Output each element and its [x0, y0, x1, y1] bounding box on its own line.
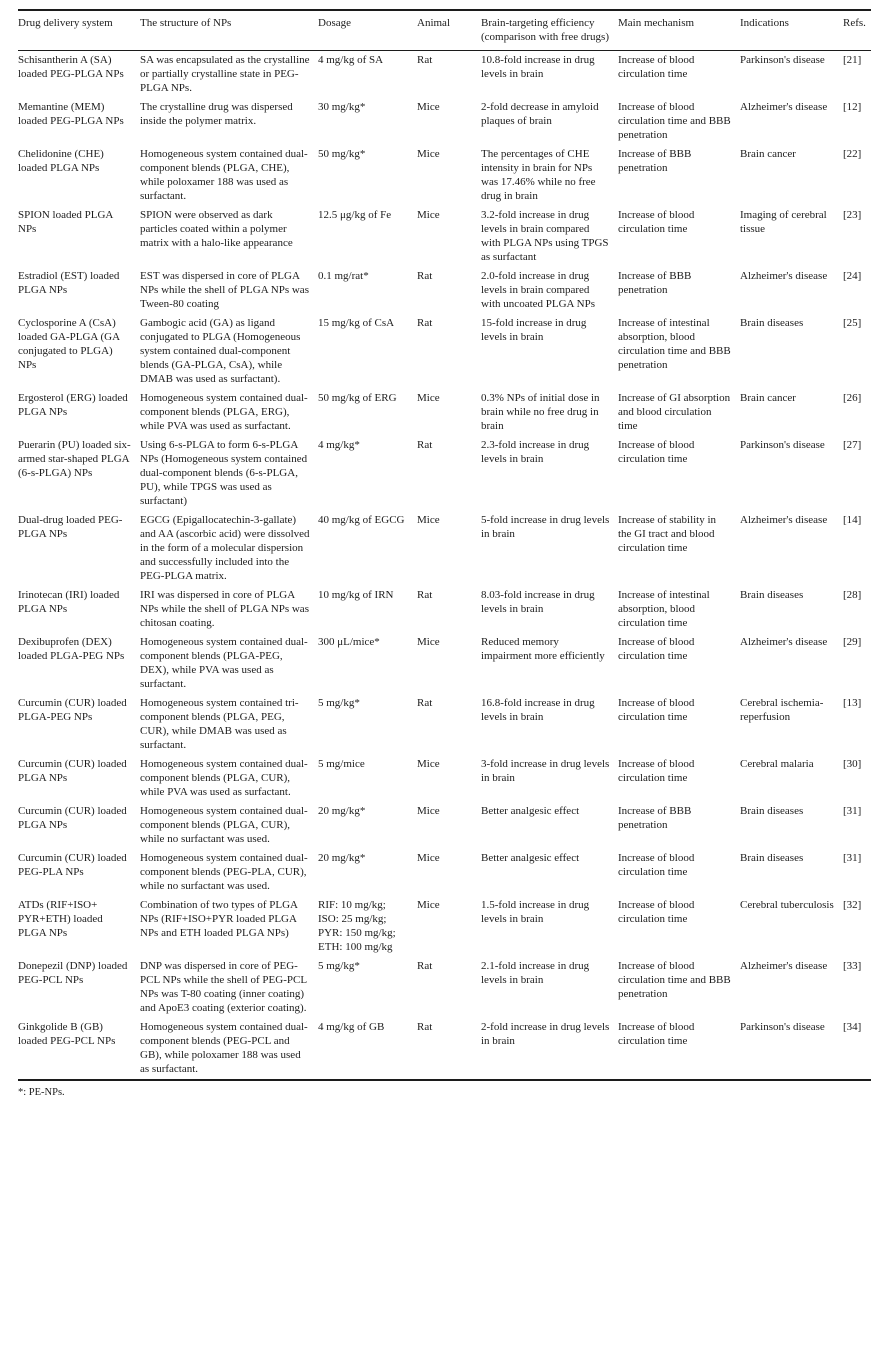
dosage-cell: 50 mg/kg of ERG [318, 392, 397, 404]
table-header-row [18, 10, 871, 51]
mechanism-cell: Increase of blood circulation time [618, 439, 695, 465]
drug-delivery-system-cell: Ergosterol (ERG) loaded PLGA NPs [18, 392, 128, 418]
table-row [18, 694, 871, 755]
indications-cell: Alzheimer's disease [740, 636, 828, 648]
efficiency-cell: 16.8-fold increase in drug levels in brain [481, 697, 595, 723]
efficiency-cell: 2-fold increase in drug levels in brain [481, 1021, 610, 1047]
efficiency-cell: 2.1-fold increase in drug levels in brain [481, 960, 590, 986]
dosage-cell: 40 mg/kg of EGCG [318, 514, 405, 526]
structure-cell: DNP was dispersed in core of PEG-PCL NPs while the shell of PEG-PCL NPs was T-80 coating (inner coating) and ApoE3 coating (exterior coating). [140, 960, 307, 1014]
mechanism-cell: Increase of blood circulation time and BBB penetration [618, 960, 731, 1000]
structure-cell: Combination of two types of PLGA NPs (RIF+ISO+PYR loaded PLGA NPs and ETH loaded PLGA NPs) [140, 899, 298, 939]
table-row [18, 98, 871, 145]
column-header-indications: Indications [740, 10, 843, 51]
table-row [18, 145, 871, 206]
indications-cell: Parkinson's disease [740, 439, 825, 451]
column-header-animal: Animal [417, 10, 481, 51]
structure-cell: Using 6-s-PLGA to form 6-s-PLGA NPs (Homogeneous system contained dual-component blends (6-s-PLGA, PU), while TPGS was used as surfactant) [140, 439, 308, 507]
drug-delivery-system-cell: Estradiol (EST) loaded PLGA NPs [18, 270, 120, 296]
efficiency-cell: 15-fold increase in drug levels in brain [481, 317, 587, 343]
animal-cell: Rat [417, 1021, 433, 1033]
mechanism-cell: Increase of BBB penetration [618, 270, 692, 296]
refs-cell: [13] [843, 697, 862, 709]
drug-delivery-system-cell: Puerarin (PU) loaded six-armed star-shaped PLGA (6-s-PLGA) NPs [18, 439, 131, 479]
table-row [18, 849, 871, 896]
animal-cell: Mice [417, 148, 440, 160]
table-row [18, 436, 871, 511]
animal-cell: Rat [417, 697, 433, 709]
table-row [18, 314, 871, 389]
mechanism-cell: Increase of blood circulation time [618, 852, 695, 878]
animal-cell: Mice [417, 758, 440, 770]
mechanism-cell: Increase of blood circulation time [618, 697, 695, 723]
indications-cell: Brain diseases [740, 852, 804, 864]
animal-cell: Rat [417, 589, 433, 601]
indications-cell: Alzheimer's disease [740, 270, 828, 282]
refs-cell: [32] [843, 899, 862, 911]
indications-cell: Parkinson's disease [740, 54, 825, 66]
indications-cell: Cerebral malaria [740, 758, 814, 770]
drug-delivery-system-cell: Curcumin (CUR) loaded PLGA NPs [18, 805, 127, 831]
indications-cell: Imaging of cerebral tissue [740, 209, 827, 235]
efficiency-cell: 10.8-fold increase in drug levels in brain [481, 54, 595, 80]
efficiency-cell: 8.03-fold increase in drug levels in brain [481, 589, 595, 615]
refs-cell: [29] [843, 636, 862, 648]
table-row [18, 957, 871, 1018]
mechanism-cell: Increase of intestinal absorption, blood circulation time [618, 589, 710, 629]
refs-cell: [28] [843, 589, 862, 601]
drug-delivery-system-cell: Donepezil (DNP) loaded PEG-PCL NPs [18, 960, 128, 986]
table-row [18, 389, 871, 436]
drug-delivery-system-cell: Irinotecan (IRI) loaded PLGA NPs [18, 589, 120, 615]
refs-cell: [23] [843, 209, 862, 221]
structure-cell: Gambogic acid (GA) as ligand conjugated to PLGA (Homogeneous system contained dual-component blends (GA-PLGA, CsA), while DMAB was used as surfactant). [140, 317, 301, 385]
drug-delivery-system-cell: Cyclosporine A (CsA) loaded GA-PLGA (GA conjugated to PLGA) NPs [18, 317, 120, 371]
efficiency-cell: 3.2-fold increase in drug levels in brain compared with PLGA NPs using TPGS as surfactant [481, 209, 609, 263]
indications-cell: Cerebral tuberculosis [740, 899, 834, 911]
structure-cell: Homogeneous system contained dual-component blends (PLGA-PEG, DEX), while PVA was used as surfactant. [140, 636, 308, 690]
structure-cell: The crystalline drug was dispersed inside the polymer matrix. [140, 101, 293, 127]
indications-cell: Parkinson's disease [740, 1021, 825, 1033]
dosage-cell: 300 μL/mice* [318, 636, 380, 648]
mechanism-cell: Increase of BBB penetration [618, 805, 692, 831]
drug-delivery-system-cell: ATDs (RIF+ISO+ PYR+ETH) loaded PLGA NPs [18, 899, 103, 939]
table-footnote: *: PE-NPs. [18, 1087, 65, 1098]
dosage-cell: 15 mg/kg of CsA [318, 317, 395, 329]
animal-cell: Mice [417, 392, 440, 404]
animal-cell: Mice [417, 636, 440, 648]
indications-cell: Alzheimer's disease [740, 514, 828, 526]
table-row [18, 633, 871, 694]
indications-cell: Brain diseases [740, 589, 804, 601]
mechanism-cell: Increase of blood circulation time [618, 209, 695, 235]
drug-delivery-system-cell: Curcumin (CUR) loaded PLGA NPs [18, 758, 127, 784]
refs-cell: [25] [843, 317, 862, 329]
table-row [18, 755, 871, 802]
drug-delivery-system-cell: Dexibuprofen (DEX) loaded PLGA-PEG NPs [18, 636, 125, 662]
indications-cell: Cerebral ischemia-reperfusion [740, 697, 824, 723]
refs-cell: [30] [843, 758, 862, 770]
efficiency-cell: The percentages of CHE intensity in brain for NPs was 17.46% while no free drug in brain [481, 148, 596, 202]
drug-delivery-system-cell: Curcumin (CUR) loaded PEG-PLA NPs [18, 852, 127, 878]
dosage-cell: 0.1 mg/rat* [318, 270, 369, 282]
refs-cell: [31] [843, 805, 862, 817]
indications-cell: Brain diseases [740, 317, 804, 329]
indications-cell: Brain diseases [740, 805, 804, 817]
efficiency-cell: 2.0-fold increase in drug levels in brain compared with uncoated PLGA NPs [481, 270, 595, 310]
drug-delivery-system-cell: SPION loaded PLGA NPs [18, 209, 113, 235]
refs-cell: [24] [843, 270, 862, 282]
structure-cell: Homogeneous system contained dual-component blends (PLGA, ERG), while PVA was used as surfactant. [140, 392, 308, 432]
structure-cell: SPION were observed as dark particles coated within a polymer matrix with a halo-like appearance [140, 209, 293, 249]
animal-cell: Mice [417, 852, 440, 864]
dosage-cell: RIF: 10 mg/kg; ISO: 25 mg/kg; PYR: 150 mg/kg; ETH: 100 mg/kg [318, 899, 396, 953]
animal-cell: Mice [417, 101, 440, 113]
efficiency-cell: Better analgesic effect [481, 805, 580, 817]
refs-cell: [27] [843, 439, 862, 451]
dosage-cell: 10 mg/kg of IRN [318, 589, 394, 601]
structure-cell: Homogeneous system contained dual-component blends (PEG-PCL and GB), while poloxamer 188 was used as surfactant. [140, 1021, 308, 1075]
dosage-cell: 12.5 μg/kg of Fe [318, 209, 392, 221]
table-row [18, 896, 871, 957]
refs-cell: [33] [843, 960, 862, 972]
animal-cell: Rat [417, 439, 433, 451]
drug-delivery-system-cell: Curcumin (CUR) loaded PLGA-PEG NPs [18, 697, 127, 723]
drug-delivery-system-cell: Schisantherin A (SA) loaded PEG-PLGA NPs [18, 54, 124, 80]
efficiency-cell: 1.5-fold increase in drug levels in brain [481, 899, 590, 925]
efficiency-cell: 2.3-fold increase in drug levels in brain [481, 439, 590, 465]
animal-cell: Mice [417, 805, 440, 817]
dosage-cell: 4 mg/kg of SA [318, 54, 384, 66]
mechanism-cell: Increase of blood circulation time [618, 758, 695, 784]
animal-cell: Rat [417, 960, 433, 972]
refs-cell: [21] [843, 54, 862, 66]
indications-cell: Brain cancer [740, 148, 796, 160]
table-row [18, 267, 871, 314]
mechanism-cell: Increase of intestinal absorption, blood circulation time and BBB penetration [618, 317, 731, 371]
mechanism-cell: Increase of blood circulation time [618, 636, 695, 662]
structure-cell: IRI was dispersed in core of PLGA NPs while the shell of PLGA NPs was chitosan coating. [140, 589, 309, 629]
mechanism-cell: Increase of blood circulation time and BBB penetration [618, 101, 731, 141]
structure-cell: Homogeneous system contained dual-component blends (PEG-PLA, CUR), while no surfactant was used. [140, 852, 308, 892]
animal-cell: Rat [417, 317, 433, 329]
drug-delivery-system-cell: Chelidonine (CHE) loaded PLGA NPs [18, 148, 104, 174]
animal-cell: Mice [417, 209, 440, 221]
drug-delivery-system-cell: Dual-drug loaded PEG-PLGA NPs [18, 514, 123, 540]
animal-cell: Rat [417, 270, 433, 282]
mechanism-cell: Increase of blood circulation time [618, 1021, 695, 1047]
animal-cell: Mice [417, 514, 440, 526]
efficiency-cell: 3-fold increase in drug levels in brain [481, 758, 610, 784]
animal-cell: Rat [417, 54, 433, 66]
column-header-efficiency: Brain-targeting efficiency (comparison with free drugs) [481, 10, 618, 51]
refs-cell: [34] [843, 1021, 862, 1033]
structure-cell: EGCG (Epigallocatechin-3-gallate) and AA (ascorbic acid) were dissolved in the form of a molecular dispersion and successfully included into the PEG-PLGA matrix. [140, 514, 310, 582]
refs-cell: [14] [843, 514, 862, 526]
table-row [18, 802, 871, 849]
animal-cell: Mice [417, 899, 440, 911]
dosage-cell: 5 mg/kg* [318, 960, 360, 972]
dosage-cell: 30 mg/kg* [318, 101, 366, 113]
efficiency-cell: Reduced memory impairment more efficiently [481, 636, 605, 662]
drug-delivery-system-cell: Ginkgolide B (GB) loaded PEG-PCL NPs [18, 1021, 116, 1047]
structure-cell: Homogeneous system contained dual-component blends (PLGA, CUR), while no surfactant was used. [140, 805, 308, 845]
efficiency-cell: 0.3% NPs of initial dose in brain while no free drug in brain [481, 392, 600, 432]
refs-cell: [31] [843, 852, 862, 864]
refs-cell: [26] [843, 392, 862, 404]
indications-cell: Brain cancer [740, 392, 796, 404]
structure-cell: Homogeneous system contained dual-component blends (PLGA, CHE), while poloxamer 188 was used as surfactant. [140, 148, 308, 202]
efficiency-cell: Better analgesic effect [481, 852, 580, 864]
dosage-cell: 5 mg/mice [318, 758, 365, 770]
mechanism-cell: Increase of blood circulation time [618, 54, 695, 80]
mechanism-cell: Increase of blood circulation time [618, 899, 695, 925]
dosage-cell: 20 mg/kg* [318, 805, 366, 817]
efficiency-cell: 2-fold decrease in amyloid plaques of brain [481, 101, 599, 127]
column-header-refs: Refs. [843, 10, 871, 51]
mechanism-cell: Increase of GI absorption and blood circulation time [618, 392, 731, 432]
table-row [18, 511, 871, 586]
dosage-cell: 4 mg/kg of GB [318, 1021, 385, 1033]
table-row [18, 1018, 871, 1080]
efficiency-cell: 5-fold increase in drug levels in brain [481, 514, 610, 540]
structure-cell: SA was encapsulated as the crystalline or partially crystalline state in PEG-PLGA NPs. [140, 54, 310, 94]
structure-cell: Homogeneous system contained dual-component blends (PLGA, CUR), while PVA was used as surfactant. [140, 758, 308, 798]
table-row [18, 206, 871, 267]
indications-cell: Alzheimer's disease [740, 960, 828, 972]
drug-delivery-nps-table [18, 9, 871, 1081]
column-header-structure: The structure of NPs [140, 10, 318, 51]
mechanism-cell: Increase of BBB penetration [618, 148, 692, 174]
dosage-cell: 4 mg/kg* [318, 439, 360, 451]
table-row [18, 51, 871, 99]
mechanism-cell: Increase of stability in the GI tract and blood circulation time [618, 514, 717, 554]
column-header-dosage: Dosage [318, 10, 417, 51]
structure-cell: Homogeneous system contained tri-component blends (PLGA, PEG, CUR), while DMAB was used as surfactant. [140, 697, 299, 751]
table-row [18, 586, 871, 633]
dosage-cell: 5 mg/kg* [318, 697, 360, 709]
refs-cell: [22] [843, 148, 862, 160]
dosage-cell: 20 mg/kg* [318, 852, 366, 864]
dosage-cell: 50 mg/kg* [318, 148, 366, 160]
refs-cell: [12] [843, 101, 862, 113]
indications-cell: Alzheimer's disease [740, 101, 828, 113]
drug-delivery-system-cell: Memantine (MEM) loaded PEG-PLGA NPs [18, 101, 124, 127]
structure-cell: EST was dispersed in core of PLGA NPs while the shell of PLGA NPs was Tween-80 coating [140, 270, 309, 310]
column-header-mechanism: Main mechanism [618, 10, 740, 51]
column-header-drug-delivery-system: Drug delivery system [18, 10, 140, 51]
